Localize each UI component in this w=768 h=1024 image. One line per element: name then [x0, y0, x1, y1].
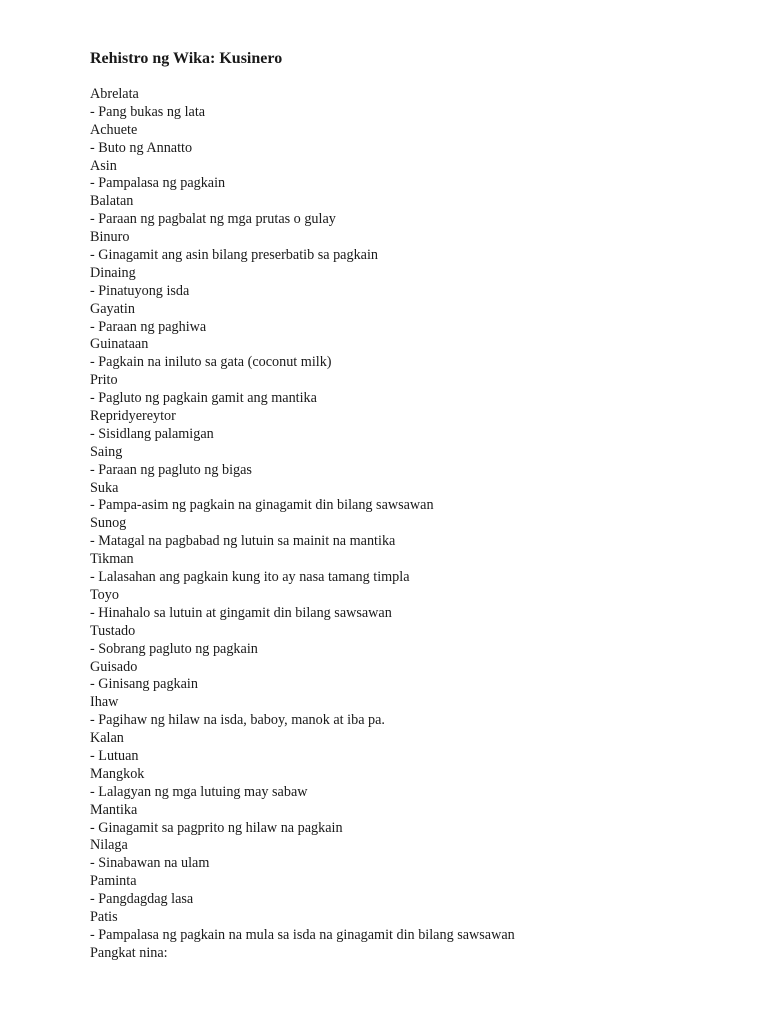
- glossary-definition: - Paraan ng pagbalat ng mga prutas o gulay: [90, 211, 336, 228]
- glossary-definition: - Hinahalo sa lutuin at gingamit din bilang sawsawan: [90, 604, 392, 621]
- glossary-entry: [90, 659, 730, 695]
- glossary-term: Paminta: [90, 873, 137, 890]
- glossary-entry: [90, 515, 730, 551]
- glossary-entry: [90, 730, 730, 766]
- glossary-definition: - Lalasahan ang pagkain kung ito ay nasa tamang timpla: [90, 569, 410, 586]
- glossary-definition: - Pampalasa ng pagkain: [90, 175, 226, 192]
- glossary-definition: - Lalagyan ng mga lutuing may sabaw: [90, 783, 308, 800]
- glossary-entry: [90, 158, 730, 194]
- glossary-term: Sunog: [90, 515, 127, 532]
- glossary-entry: [90, 86, 730, 122]
- glossary-term: Kalan: [90, 730, 124, 747]
- glossary-term: Prito: [90, 372, 118, 389]
- glossary-definition: - Lutuan: [90, 747, 139, 764]
- glossary-term: Achuete: [90, 121, 138, 138]
- glossary-term: Ihaw: [90, 694, 119, 711]
- glossary-entry: [90, 551, 730, 587]
- glossary-entry: [90, 444, 730, 480]
- glossary-entry: [90, 408, 730, 444]
- glossary-term: Tustado: [90, 622, 136, 639]
- glossary-definition: - Pinatuyong isda: [90, 282, 190, 299]
- glossary-term: Asin: [90, 157, 117, 174]
- glossary-term: Guinataan: [90, 336, 149, 353]
- glossary-definition: - Sobrang pagluto ng pagkain: [90, 640, 258, 657]
- glossary-definition: - Pagihaw ng hilaw na isda, baboy, manok at iba pa.: [90, 712, 385, 729]
- glossary-entry: [90, 193, 730, 229]
- glossary-list: [90, 86, 730, 945]
- glossary-definition: - Matagal na pagbabad ng lutuin sa mainit na mantika: [90, 533, 396, 550]
- glossary-entry: [90, 372, 730, 408]
- glossary-term: Gayatin: [90, 300, 135, 317]
- glossary-term: Patis: [90, 908, 118, 925]
- glossary-entry: [90, 480, 730, 516]
- glossary-term: Tikman: [90, 551, 134, 568]
- glossary-term: Repridyereytor: [90, 408, 176, 425]
- glossary-definition: - Ginagamit sa pagprito ng hilaw na pagkain: [90, 819, 343, 836]
- document-page: [90, 49, 730, 963]
- glossary-entry: [90, 336, 730, 372]
- document-title: Rehistro ng Wika: Kusinero: [90, 50, 283, 67]
- glossary-entry: [90, 122, 730, 158]
- glossary-definition: - Buto ng Annatto: [90, 139, 193, 156]
- glossary-entry: [90, 623, 730, 659]
- glossary-entry: [90, 766, 730, 802]
- glossary-definition: - Sisidlang palamigan: [90, 425, 214, 442]
- glossary-term: Abrelata: [90, 86, 139, 102]
- glossary-definition: - Pampa-asim ng pagkain na ginagamit din bilang sawsawan: [90, 497, 434, 514]
- glossary-entry: [90, 873, 730, 909]
- glossary-entry: [90, 909, 730, 945]
- glossary-definition: - Pampalasa ng pagkain na mula sa isda na ginagamit din bilang sawsawan: [90, 926, 515, 943]
- glossary-term: Nilaga: [90, 837, 128, 854]
- glossary-entry: [90, 265, 730, 301]
- glossary-term: Toyo: [90, 586, 119, 603]
- glossary-entry: [90, 229, 730, 265]
- glossary-term: Dinaing: [90, 264, 136, 281]
- glossary-entry: [90, 802, 730, 838]
- glossary-definition: - Paraan ng pagluto ng bigas: [90, 461, 252, 478]
- glossary-definition: - Ginagamit ang asin bilang preserbatib sa pagkain: [90, 247, 378, 264]
- glossary-term: Saing: [90, 443, 123, 460]
- glossary-term: Guisado: [90, 658, 138, 675]
- group-members-label: Pangkat nina:: [90, 944, 168, 961]
- glossary-entry: [90, 694, 730, 730]
- glossary-definition: - Sinabawan na ulam: [90, 855, 210, 872]
- glossary-entry: [90, 837, 730, 873]
- glossary-term: Mangkok: [90, 765, 145, 782]
- glossary-definition: - Pagluto ng pagkain gamit ang mantika: [90, 390, 317, 407]
- glossary-term: Binuro: [90, 229, 130, 246]
- glossary-entry: [90, 301, 730, 337]
- glossary-term: Suka: [90, 479, 119, 496]
- glossary-entry: [90, 587, 730, 623]
- glossary-definition: - Pangdagdag lasa: [90, 891, 194, 908]
- glossary-definition: - Ginisang pagkain: [90, 676, 198, 693]
- glossary-definition: - Pagkain na iniluto sa gata (coconut milk): [90, 354, 332, 371]
- glossary-term: Balatan: [90, 193, 134, 210]
- glossary-definition: - Paraan ng paghiwa: [90, 318, 207, 335]
- glossary-term: Mantika: [90, 801, 138, 818]
- glossary-definition: - Pang bukas ng lata: [90, 103, 206, 120]
